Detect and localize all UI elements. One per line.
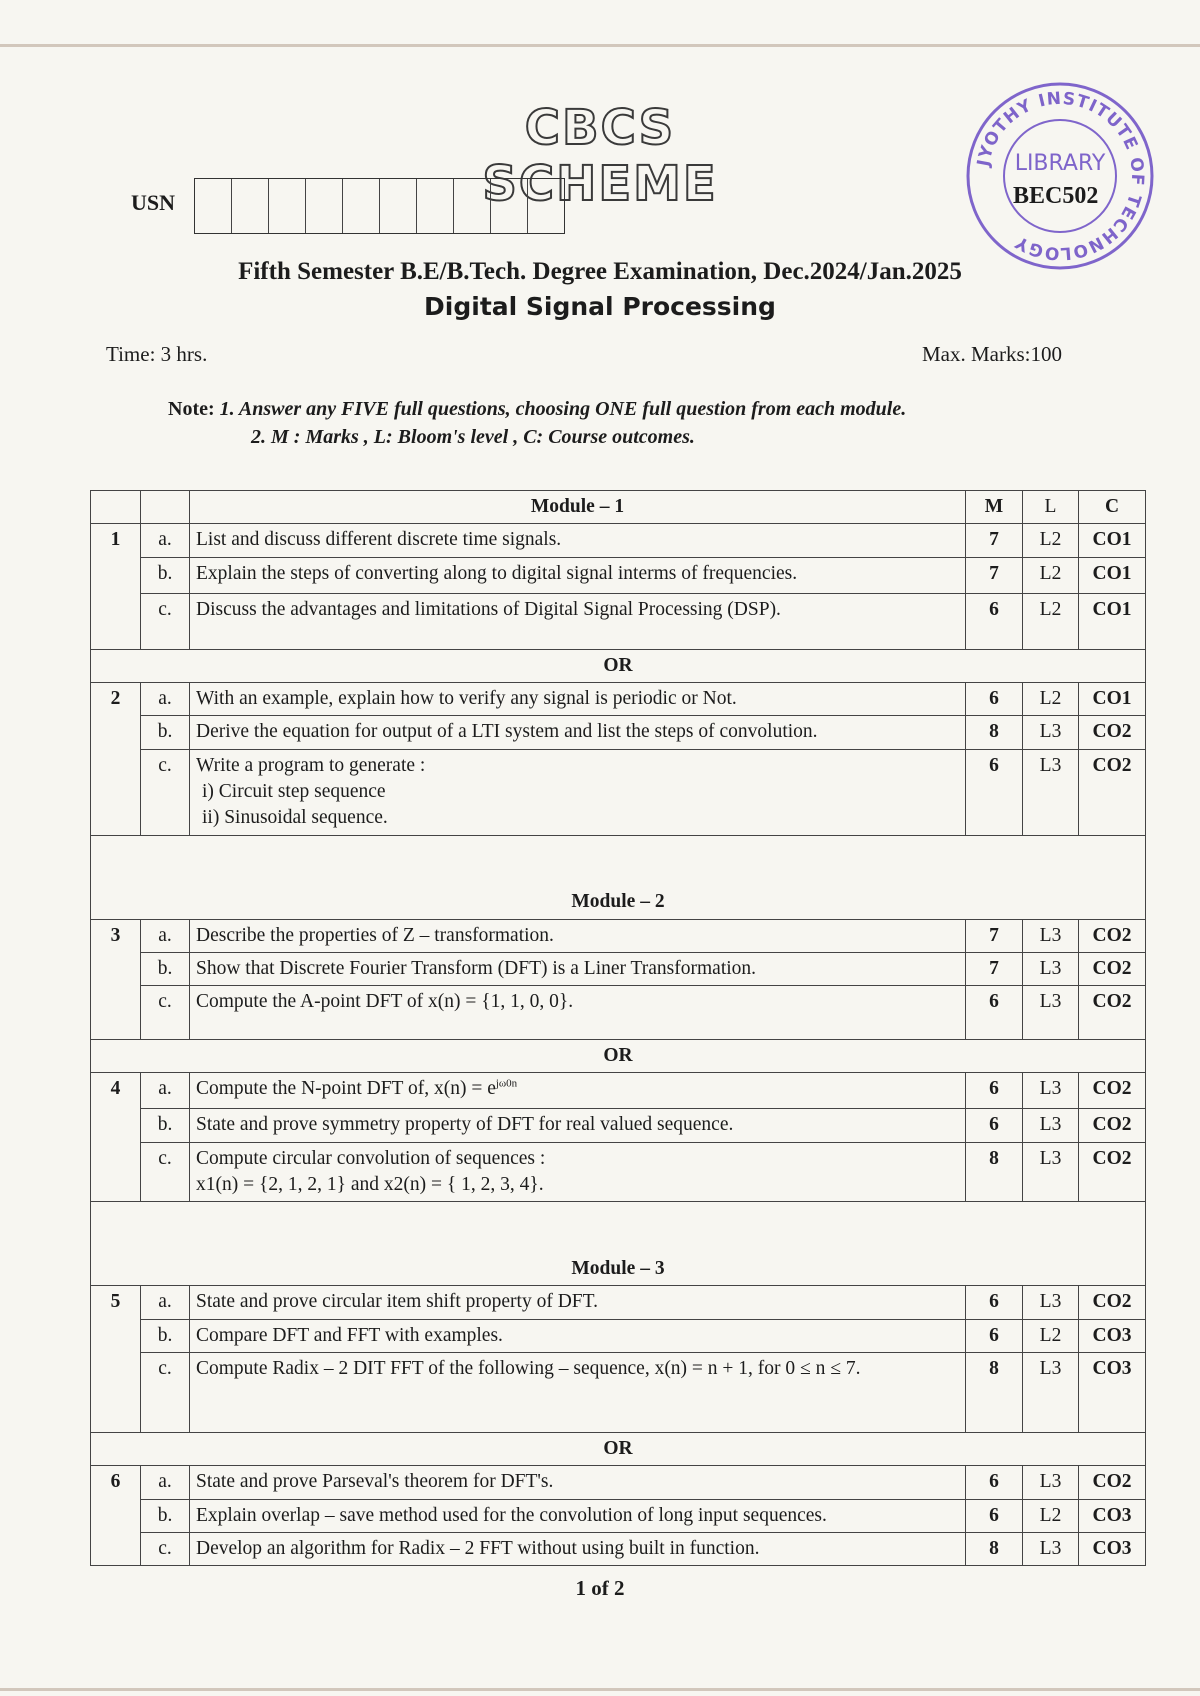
col-m-header: M — [966, 491, 1023, 524]
table-row — [91, 952, 1146, 985]
question-text: State and prove symmetry property of DFT for real valued sequence. — [190, 1109, 966, 1142]
co-cell: CO3 — [1079, 1319, 1146, 1352]
question-text-main: Compute the N-point DFT of, x(n) = e — [196, 1078, 496, 1100]
col-l-header: L — [1023, 491, 1079, 524]
co-cell: CO2 — [1079, 1286, 1146, 1319]
page-number: 1 of 2 — [575, 1576, 625, 1600]
table-row — [91, 1353, 1146, 1433]
level-cell: L2 — [1023, 557, 1079, 593]
part-label: c. — [141, 1142, 190, 1202]
marks-cell: 6 — [966, 593, 1023, 649]
co-cell: CO1 — [1079, 682, 1146, 715]
library-stamp-icon — [962, 78, 1158, 274]
marks-cell: 6 — [966, 1286, 1023, 1319]
question-text: Compute Radix – 2 DIT FFT of the following – sequence, x(n) = n + 1, for 0 ≤ n ≤ 7. — [190, 1353, 966, 1433]
marks-cell: 6 — [966, 1466, 1023, 1499]
part-label: b. — [141, 1499, 190, 1532]
level-cell: L3 — [1023, 1073, 1079, 1109]
marks-cell: 8 — [966, 1142, 1023, 1202]
max-marks: Max. Marks:100 — [922, 342, 1062, 366]
marks-cell: 8 — [966, 1353, 1023, 1433]
part-label: a. — [141, 1466, 190, 1499]
part-label: a. — [141, 682, 190, 715]
question-text — [190, 1073, 966, 1109]
question-text: State and prove circular item shift property of DFT. — [190, 1286, 966, 1319]
part-label: a. — [141, 524, 190, 557]
scheme-title: CBCS SCHEME — [482, 100, 718, 212]
question-number: 3 — [91, 919, 141, 1040]
co-cell: CO2 — [1079, 749, 1146, 835]
question-text-exponent: jω0n — [495, 1077, 518, 1090]
co-cell: CO2 — [1079, 1466, 1146, 1499]
subject-title: Digital Signal Processing — [424, 292, 776, 321]
level-cell: L3 — [1023, 1353, 1079, 1433]
part-label: b. — [141, 952, 190, 985]
question-table — [90, 490, 1146, 1566]
marks-cell: 6 — [966, 986, 1023, 1040]
question-text: Describe the properties of Z – transformation. — [190, 919, 966, 952]
stamp-center-text: LIBRARY — [1014, 151, 1106, 176]
table-row — [91, 682, 1146, 715]
question-text: Show that Discrete Fourier Transform (DFT) is a Liner Transformation. — [190, 952, 966, 985]
table-row — [91, 1532, 1146, 1565]
level-cell: L3 — [1023, 986, 1079, 1040]
or-label: OR — [91, 649, 1146, 682]
marks-cell: 7 — [966, 919, 1023, 952]
usn-box — [491, 179, 528, 233]
co-cell: CO1 — [1079, 593, 1146, 649]
level-cell: L2 — [1023, 1319, 1079, 1352]
module-title: Module – 3 — [91, 1202, 1146, 1286]
or-label: OR — [91, 1433, 1146, 1466]
marks-cell: 6 — [966, 682, 1023, 715]
module-header — [91, 491, 1146, 524]
question-text-line: ii) Sinusoidal sequence. — [202, 807, 388, 829]
question-text: Explain overlap – save method used for the convolution of long input sequences. — [190, 1499, 966, 1532]
usn-box — [528, 179, 564, 233]
usn-label: USN — [131, 190, 176, 215]
question-text: Compare DFT and FFT with examples. — [190, 1319, 966, 1352]
marks-cell: 6 — [966, 749, 1023, 835]
marks-cell: 8 — [966, 716, 1023, 749]
usn-box — [269, 179, 306, 233]
level-cell: L2 — [1023, 1499, 1079, 1532]
marks-cell: 6 — [966, 1073, 1023, 1109]
co-cell: CO2 — [1079, 1142, 1146, 1202]
col-c-header: C — [1079, 491, 1146, 524]
part-label: c. — [141, 749, 190, 835]
exam-title: Fifth Semester B.E/B.Tech. Degree Examination, Dec.2024/Jan.2025 — [238, 258, 962, 285]
co-cell: CO2 — [1079, 716, 1146, 749]
usn-box — [454, 179, 491, 233]
level-cell: L2 — [1023, 682, 1079, 715]
co-cell: CO3 — [1079, 1499, 1146, 1532]
question-text: Develop an algorithm for Radix – 2 FFT without using built in function. — [190, 1532, 966, 1565]
question-text-line: Write a program to generate : — [196, 754, 426, 776]
question-text — [190, 1142, 966, 1202]
marks-cell: 7 — [966, 524, 1023, 557]
or-row — [91, 649, 1146, 682]
level-cell: L3 — [1023, 1142, 1079, 1202]
co-cell: CO2 — [1079, 986, 1146, 1040]
part-label: c. — [141, 986, 190, 1040]
table-row — [91, 919, 1146, 952]
subject-code: BEC502 — [1013, 183, 1099, 209]
level-cell: L3 — [1023, 952, 1079, 985]
marks-cell: 6 — [966, 1499, 1023, 1532]
marks-cell: 6 — [966, 1109, 1023, 1142]
part-label: b. — [141, 716, 190, 749]
question-text-line: Compute circular convolution of sequences : — [196, 1147, 546, 1169]
module-header — [91, 1202, 1146, 1286]
table-row — [91, 1466, 1146, 1499]
question-text: Compute the A-point DFT of x(n) = {1, 1, 0, 0}. — [190, 986, 966, 1040]
question-number: 6 — [91, 1466, 141, 1566]
question-text-line: i) Circuit step sequence — [202, 780, 386, 802]
table-row — [91, 1109, 1146, 1142]
part-label: a. — [141, 1073, 190, 1109]
module-header — [91, 835, 1146, 919]
level-cell: L3 — [1023, 1109, 1079, 1142]
or-label: OR — [91, 1040, 1146, 1073]
level-cell: L3 — [1023, 749, 1079, 835]
or-row — [91, 1040, 1146, 1073]
co-cell: CO3 — [1079, 1353, 1146, 1433]
question-number: 2 — [91, 682, 141, 835]
marks-cell: 7 — [966, 557, 1023, 593]
level-cell: L3 — [1023, 716, 1079, 749]
svg-text:JYOTHY INSTITUTE OF TECHNOLOGY — [974, 89, 1148, 264]
table-row — [91, 1319, 1146, 1352]
table-row — [91, 986, 1146, 1040]
table-row — [91, 593, 1146, 649]
table-row — [91, 1499, 1146, 1532]
table-row — [91, 1286, 1146, 1319]
usn-box — [343, 179, 380, 233]
level-cell: L2 — [1023, 524, 1079, 557]
question-text: Derive the equation for output of a LTI system and list the steps of convolution. — [190, 716, 966, 749]
part-label: a. — [141, 1286, 190, 1319]
note-line-1 — [168, 398, 906, 421]
co-cell: CO1 — [1079, 557, 1146, 593]
exam-duration: Time: 3 hrs. — [106, 342, 208, 366]
part-label: b. — [141, 1109, 190, 1142]
co-cell: CO2 — [1079, 1073, 1146, 1109]
question-number: 1 — [91, 524, 141, 649]
usn-box — [195, 179, 232, 233]
note-text-1: 1. Answer any FIVE full questions, choosing ONE full question from each module. — [219, 398, 907, 420]
table-row — [91, 1073, 1146, 1109]
co-cell: CO2 — [1079, 952, 1146, 985]
scan-bottom-edge — [0, 1688, 1200, 1691]
table-row — [91, 716, 1146, 749]
part-label: b. — [141, 1319, 190, 1352]
co-cell: CO3 — [1079, 1532, 1146, 1565]
part-label: c. — [141, 593, 190, 649]
co-cell: CO1 — [1079, 524, 1146, 557]
co-cell: CO2 — [1079, 1109, 1146, 1142]
part-label: c. — [141, 1353, 190, 1433]
part-label: b. — [141, 557, 190, 593]
question-text-line: x1(n) = {2, 1, 2, 1} and x2(n) = { 1, 2, 3, 4}. — [196, 1174, 544, 1196]
usn-box — [306, 179, 343, 233]
question-text: With an example, explain how to verify any signal is periodic or Not. — [190, 682, 966, 715]
level-cell: L3 — [1023, 1466, 1079, 1499]
question-number: 5 — [91, 1286, 141, 1433]
level-cell: L3 — [1023, 1532, 1079, 1565]
question-number: 4 — [91, 1073, 141, 1202]
question-text: Discuss the advantages and limitations of Digital Signal Processing (DSP). — [190, 593, 966, 649]
level-cell: L3 — [1023, 1286, 1079, 1319]
stamp-ring-text: JYOTHY INSTITUTE OF TECHNOLOGY — [973, 88, 1148, 264]
table-row — [91, 1142, 1146, 1202]
marks-cell: 6 — [966, 1319, 1023, 1352]
usn-box — [232, 179, 269, 233]
note-label: Note: — [168, 398, 215, 420]
usn-boxes — [194, 178, 565, 234]
table-row — [91, 749, 1146, 835]
module-title: Module – 1 — [190, 491, 966, 524]
part-label: a. — [141, 919, 190, 952]
or-row — [91, 1433, 1146, 1466]
note-line-2: 2. M : Marks , L: Bloom's level , C: Course outcomes. — [251, 426, 695, 448]
marks-cell: 7 — [966, 952, 1023, 985]
marks-cell: 8 — [966, 1532, 1023, 1565]
level-cell: L3 — [1023, 919, 1079, 952]
question-text: Explain the steps of converting along to digital signal interms of frequencies. — [190, 557, 966, 593]
question-text: List and discuss different discrete time signals. — [190, 524, 966, 557]
level-cell: L2 — [1023, 593, 1079, 649]
table-row — [91, 557, 1146, 593]
question-text: State and prove Parseval's theorem for DFT's. — [190, 1466, 966, 1499]
table-row — [91, 524, 1146, 557]
usn-box — [417, 179, 454, 233]
co-cell: CO2 — [1079, 919, 1146, 952]
scan-top-edge — [0, 44, 1200, 47]
usn-box — [380, 179, 417, 233]
question-text — [190, 749, 966, 835]
part-label: c. — [141, 1532, 190, 1565]
module-title: Module – 2 — [91, 835, 1146, 919]
